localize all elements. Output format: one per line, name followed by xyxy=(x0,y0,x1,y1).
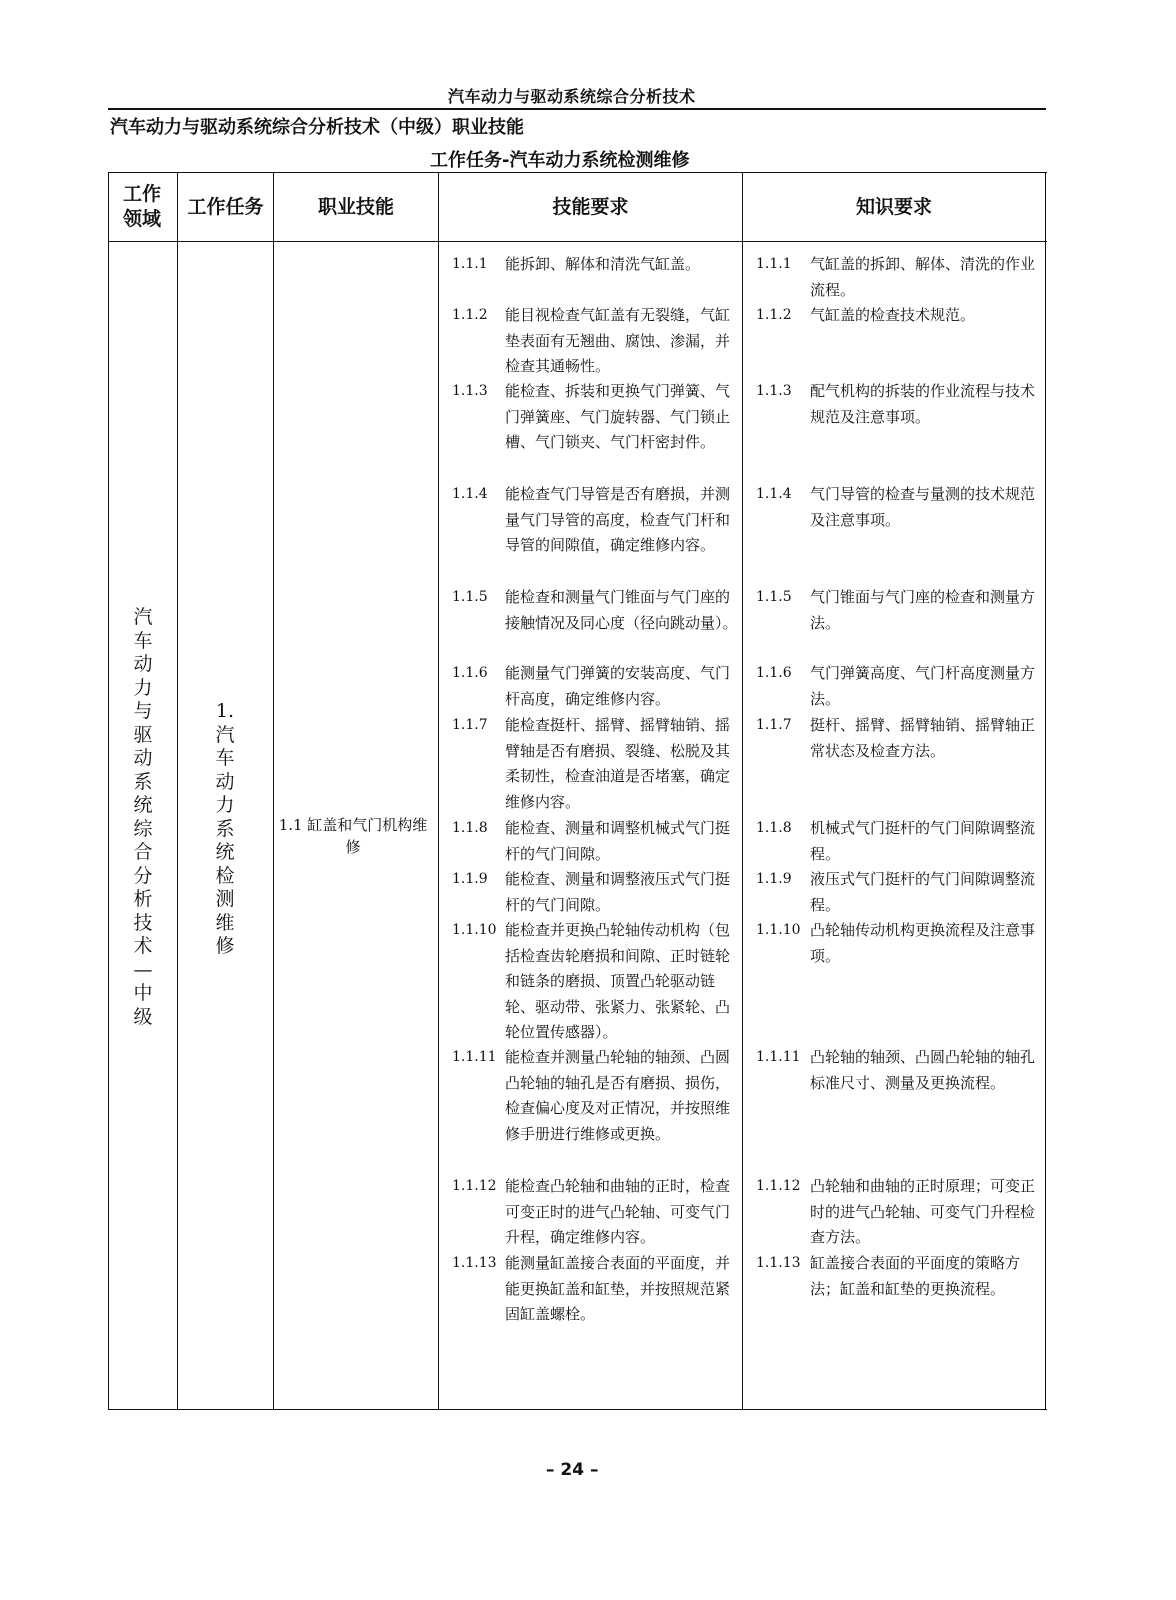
skill-requirement-text: 能测量气门弹簧的安装高度、气门杆高度，确定维修内容。 xyxy=(505,664,731,708)
skill-requirement-number: 1.1.1 xyxy=(452,256,488,272)
knowledge-requirement-number: 1.1.5 xyxy=(756,589,792,605)
knowledge-requirement-text: 气门锥面与气门座的检查和测量方法。 xyxy=(810,588,1036,632)
knowledge-requirement-text: 液压式气门挺杆的气门间隙调整流程。 xyxy=(810,870,1036,914)
knowledge-requirement-text: 气缸盖的检查技术规范。 xyxy=(810,306,976,324)
running-header: 汽车动力与驱动系统综合分析技术 xyxy=(448,87,696,106)
skill-requirement-text: 能目视检查气缸盖有无裂缝，气缸垫表面有无翘曲、腐蚀、渗漏，并检查其通畅性。 xyxy=(505,306,731,375)
skill-requirement-number: 1.1.12 xyxy=(452,1178,497,1194)
vocational-skill-cell: 1.1 缸盖和气门机构维修 xyxy=(278,816,428,856)
page-number: – 24 – xyxy=(546,1460,599,1480)
knowledge-requirement-number: 1.1.10 xyxy=(756,922,801,938)
skill-requirement-number: 1.1.8 xyxy=(452,820,488,836)
knowledge-requirement-number: 1.1.7 xyxy=(756,717,792,733)
header-vocational-skill: 职业技能 xyxy=(317,195,394,218)
skill-requirement-number: 1.1.3 xyxy=(452,383,488,399)
knowledge-requirement-number: 1.1.2 xyxy=(756,307,792,323)
header-work-task: 工作任务 xyxy=(187,195,264,218)
skill-requirement-number: 1.1.11 xyxy=(452,1049,497,1065)
skill-requirement-number: 1.1.13 xyxy=(452,1255,497,1271)
skill-requirement-text: 能检查并测量凸轮轴的轴颈、凸圆凸轮轴的轴孔是否有磨损、损伤，检查偏心度及对正情况，并按照维修手册进行维修或更换。 xyxy=(505,1048,731,1143)
skill-requirement-text: 能检查、拆装和更换气门弹簧、气门弹簧座、气门旋转器、气门锁止槽、气门锁夹、气门杆密封件。 xyxy=(505,382,731,451)
knowledge-requirement-number: 1.1.4 xyxy=(756,486,792,502)
skill-requirement-number: 1.1.10 xyxy=(452,922,497,938)
header-skill-requirements: 技能要求 xyxy=(552,195,629,218)
knowledge-requirement-number: 1.1.3 xyxy=(756,383,792,399)
table-border-right xyxy=(1045,172,1046,1410)
knowledge-requirement-text: 机械式气门挺杆的气门间隙调整流程。 xyxy=(810,819,1036,863)
knowledge-requirement-text: 凸轮轴传动机构更换流程及注意事项。 xyxy=(810,921,1036,965)
knowledge-requirement-number: 1.1.1 xyxy=(756,256,792,272)
knowledge-requirement-text: 缸盖接合表面的平面度的策略方法；缸盖和缸垫的更换流程。 xyxy=(810,1254,1021,1298)
knowledge-requirement-text: 气门导管的检查与量测的技术规范及注意事项。 xyxy=(810,485,1036,529)
table-border-bottom xyxy=(108,1409,1047,1410)
column-divider xyxy=(273,172,274,1410)
knowledge-requirement-text: 气门弹簧高度、气门杆高度测量方法。 xyxy=(810,664,1036,708)
header-work-domain: 工作领域 xyxy=(122,183,161,230)
column-divider xyxy=(177,172,178,1410)
knowledge-requirement-number: 1.1.12 xyxy=(756,1178,801,1194)
skill-requirement-number: 1.1.2 xyxy=(452,307,488,323)
knowledge-requirement-number: 1.1.13 xyxy=(756,1255,801,1271)
skill-requirement-text: 能测量缸盖接合表面的平面度，并能更换缸盖和缸垫，并按照规范紧固缸盖螺栓。 xyxy=(505,1254,731,1323)
header-rule xyxy=(108,108,1046,110)
knowledge-requirement-number: 1.1.6 xyxy=(756,665,792,681)
column-divider xyxy=(438,172,439,1410)
table-border-left xyxy=(108,172,109,1410)
skill-requirement-text: 能拆卸、解体和清洗气缸盖。 xyxy=(505,255,701,273)
knowledge-requirement-text: 配气机构的拆装的作业流程与技术规范及注意事项。 xyxy=(810,382,1036,426)
header-knowledge-requirements: 知识要求 xyxy=(855,195,932,218)
work-domain-cell: 汽车动力与驱动系统综合分析技术—中级 xyxy=(133,606,153,1028)
skill-requirement-text: 能检查并更换凸轮轴传动机构（包括检查齿轮磨损和间隙、正时链轮和链条的磨损、顶置凸轮驱动链轮、驱动带、张紧力、张紧轮、凸轮位置传感器）。 xyxy=(505,921,731,1041)
knowledge-requirement-number: 1.1.9 xyxy=(756,871,792,887)
skill-requirement-text: 能检查、测量和调整液压式气门挺杆的气门间隙。 xyxy=(505,870,731,914)
skill-requirement-number: 1.1.4 xyxy=(452,486,488,502)
work-task-cell: 1.汽车动力系统检测维修 xyxy=(215,700,235,957)
skill-requirement-number: 1.1.9 xyxy=(452,871,488,887)
skill-requirement-number: 1.1.7 xyxy=(452,717,488,733)
knowledge-requirement-number: 1.1.8 xyxy=(756,820,792,836)
knowledge-requirement-text: 气缸盖的拆卸、解体、清洗的作业流程。 xyxy=(810,255,1036,299)
knowledge-requirement-text: 挺杆、摇臂、摇臂轴销、摇臂轴正常状态及检查方法。 xyxy=(810,716,1036,760)
knowledge-requirement-number: 1.1.11 xyxy=(756,1049,801,1065)
skill-requirement-number: 1.1.5 xyxy=(452,589,488,605)
skill-requirement-text: 能检查和测量气门锥面与气门座的接触情况及同心度（径向跳动量）。 xyxy=(505,588,738,632)
knowledge-requirement-text: 凸轮轴和曲轴的正时原理；可变正时的进气凸轮轴、可变气门升程检查方法。 xyxy=(810,1177,1036,1246)
skill-requirement-text: 能检查、测量和调整机械式气门挺杆的气门间隙。 xyxy=(505,819,731,863)
skill-requirement-text: 能检查挺杆、摇臂、摇臂轴销、摇臂轴是否有磨损、裂缝、松脱及其柔韧性，检查油道是否堵塞，确定维修内容。 xyxy=(505,716,731,811)
document-subtitle: 工作任务-汽车动力系统检测维修 xyxy=(430,150,690,171)
knowledge-requirement-text: 凸轮轴的轴颈、凸圆凸轮轴的轴孔标准尺寸、测量及更换流程。 xyxy=(810,1048,1036,1092)
skill-requirement-text: 能检查气门导管是否有磨损，并测量气门导管的高度，检查气门杆和导管的间隙值，确定维修内容。 xyxy=(505,485,731,554)
document-title: 汽车动力与驱动系统综合分析技术（中级）职业技能 xyxy=(110,117,524,138)
skill-requirement-text: 能检查凸轮轴和曲轴的正时，检查可变正时的进气凸轮轴、可变气门升程，确定维修内容。 xyxy=(505,1177,731,1246)
skill-requirement-number: 1.1.6 xyxy=(452,665,488,681)
